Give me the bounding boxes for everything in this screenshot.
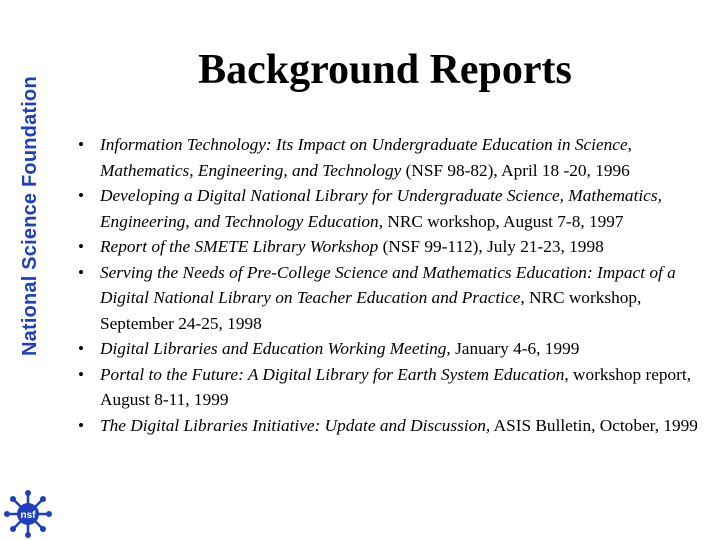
report-list	[78, 132, 710, 438]
list-item	[78, 362, 710, 413]
list-item	[78, 260, 710, 337]
sidebar-band	[0, 0, 60, 540]
nsf-logo-icon	[4, 490, 52, 538]
report-detail: (NSF 99-112), July 21-23, 1998	[378, 237, 604, 256]
report-detail: , NRC workshop, August 7-8, 1997	[378, 211, 624, 231]
page-title: Background Reports	[198, 47, 572, 93]
report-detail: , NRC workshop, September 24-25, 1998	[100, 288, 642, 333]
report-title: Report of the SMETE Library Workshop	[100, 237, 379, 256]
report-detail: ASIS Bulletin, October, 1999	[490, 415, 698, 435]
report-detail: , January 4-6, 1999	[446, 339, 580, 358]
report-title: Portal to the Future: A Digital Library for Earth System Education	[100, 364, 565, 384]
report-detail: (NSF 98-82), April 18 -20, 1996	[401, 160, 630, 180]
list-item	[78, 413, 710, 439]
report-title: The Digital Libraries Initiative: Update and Discussion,	[100, 415, 491, 435]
org-name-vertical: National Science Foundation	[19, 76, 41, 356]
list-item	[78, 132, 710, 183]
report-title: Serving the Needs of Pre-College Science and Mathematics Education: Impact of a Digital National Library on Teacher Education and Practice	[100, 262, 676, 307]
list-item	[78, 336, 710, 362]
report-title: Digital Libraries and Education Working Meeting	[100, 339, 447, 358]
report-title: Developing a Digital National Library for Undergraduate Science, Mathematics, Engineering, and Technology Education	[100, 186, 662, 231]
nsf-logo-text: nsf	[20, 510, 36, 521]
list-item	[78, 183, 710, 234]
report-detail: , workshop report, August 8-11, 1999	[100, 364, 692, 409]
report-title: Information Technology: Its Impact on Undergraduate Education in Science, Mathematics, Engineering, and Technology	[100, 135, 632, 180]
list-item	[78, 234, 710, 260]
